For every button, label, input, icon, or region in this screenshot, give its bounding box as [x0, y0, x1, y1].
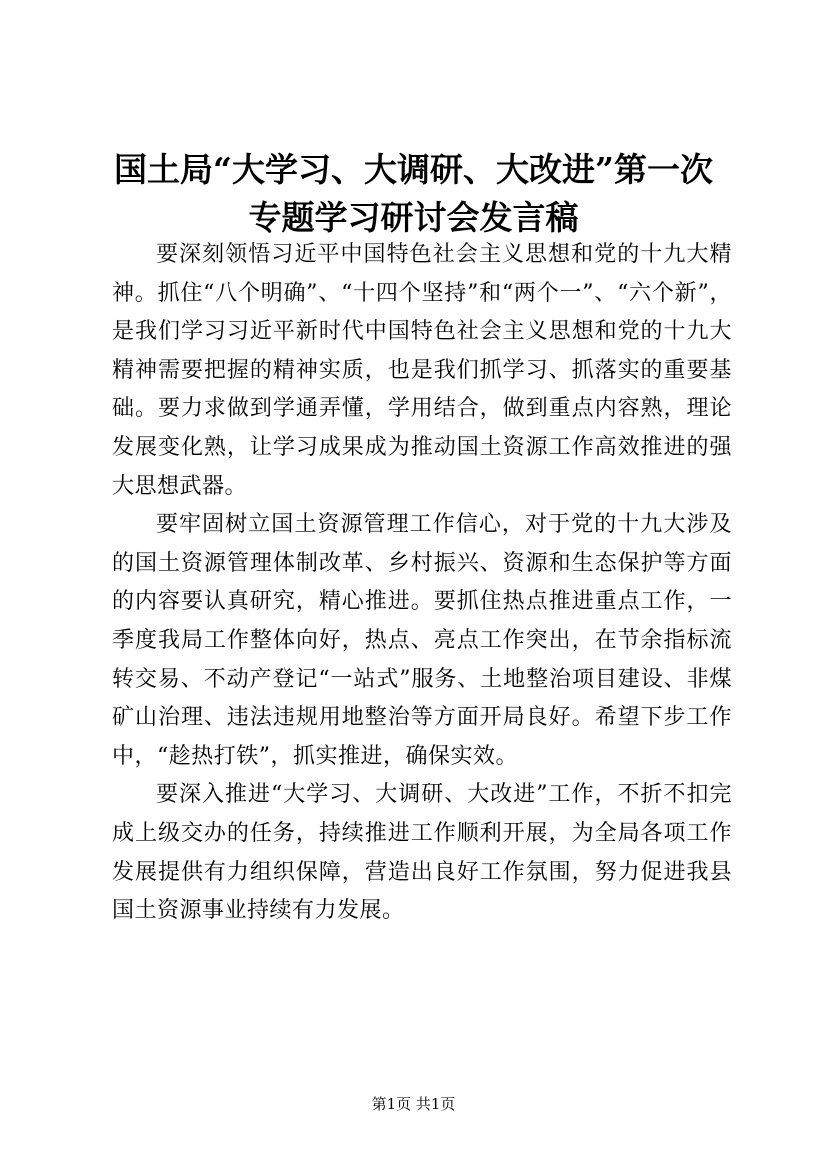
paragraph: 要牢固树立国土资源管理工作信心，对于党的十九大涉及的国土资源管理体制改革、乡村振兴、资源和生态保护等方面的内容要认真研究，精心推进。要抓住热点推进重点工作，一季度我局工作整体向好，热点、亮点工作突出，在节余指标流转交易、不动产登记“一站式”服务、土地整治项目建设、非煤矿山治理、违法违规用地整治等方面开局良好。希望下步工作中，“趁热打铁”，抓实推进，确保实效。 [112, 512, 732, 769]
document-body [112, 236, 732, 931]
paragraph: 要深刻领悟习近平中国特色社会主义思想和党的十九大精神。抓住“八个明确”、“十四个坚持”和“两个一”、“六个新”，是我们学习习近平新时代中国特色社会主义思想和党的十九大精神需要把握的精神实质，也是我们抓学习、抓落实的重要基础。要力求做到学通弄懂，学用结合，做到重点内容熟，理论发展变化熟，让学习成果成为推动国土资源工作高效推进的强大思想武器。 [112, 242, 732, 499]
page-footer: 第1页 共1页 [371, 1095, 456, 1113]
document-title: 国土局“大学习、大调研、大改进”第一次专题学习研讨会发言稿 [114, 150, 713, 237]
paragraph: 要深入推进“大学习、大调研、大改进”工作，不折不扣完成上级交办的任务，持续推进工作顺利开展，为全局各项工作发展提供有力组织保障，营造出良好工作氛围，努力促进我县国土资源事业持续有力发展。 [112, 782, 732, 924]
